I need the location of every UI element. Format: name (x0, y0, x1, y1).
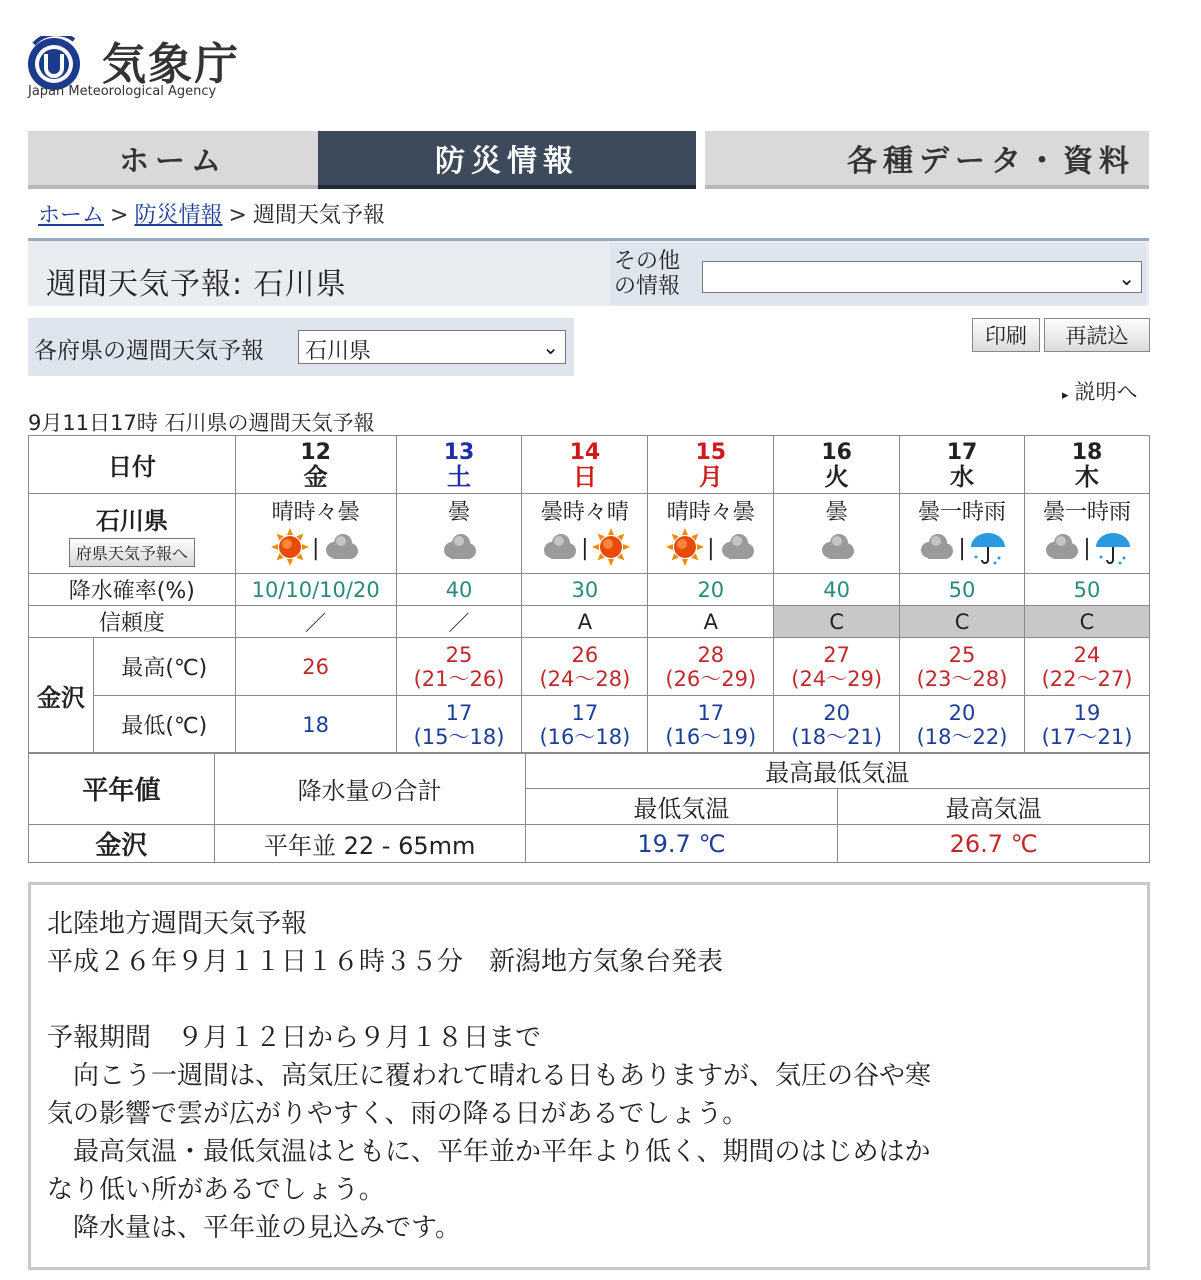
max-temp-range: (23～28) (916, 666, 1008, 691)
weather-text: 曇 (825, 499, 848, 525)
explanation-link-label: 説明へ (1074, 380, 1138, 404)
weather-text: 曇時々晴 (540, 499, 629, 525)
nav-tab-home[interactable]: ホーム (28, 131, 318, 189)
min-temp-value: 17 (571, 700, 599, 725)
day-weekday: 日 (572, 462, 597, 491)
max-temp-cell (900, 638, 1025, 696)
day-header (900, 436, 1025, 494)
max-temp-value: 25 (948, 642, 976, 667)
day-header (1025, 436, 1150, 494)
breadcrumb-current: 週間天気予報 (252, 203, 385, 228)
max-temp-cell (396, 638, 522, 696)
reliability-value: ／ (396, 606, 522, 638)
day-weekday: 土 (447, 462, 472, 491)
issued-time: 9月11日17時 石川県の週間天気予報 (28, 411, 375, 435)
pop-value: 20 (648, 574, 774, 606)
other-info-label: その他 の情報 (614, 249, 681, 299)
nav-gap (696, 131, 705, 189)
min-temp-cell (396, 696, 522, 754)
page-title: 週間天気予報: 石川県 (46, 267, 347, 302)
weather-cell (235, 494, 396, 574)
weather-cell (648, 494, 774, 574)
pop-value: 40 (396, 574, 522, 606)
temp-label: 最高最低気温 (525, 753, 1149, 789)
weather-separator: | (311, 536, 320, 561)
title-bar (28, 238, 1149, 306)
reliability-value: C (774, 606, 900, 638)
breadcrumb-separator: > (228, 203, 247, 228)
min-temp-range: (18～21) (791, 724, 883, 749)
weather-cell (900, 494, 1025, 574)
min-temp-range: (18～22) (916, 724, 1008, 749)
cloud-icon (817, 527, 857, 571)
date-row (29, 436, 1150, 494)
min-temp-range: (16～19) (665, 724, 757, 749)
min-temp-value: 20 (948, 700, 976, 725)
day-date: 18 (1071, 439, 1103, 465)
day-date: 14 (569, 439, 601, 465)
logo-subtitle: Japan Meteorological Agency (28, 84, 217, 99)
day-header (648, 436, 774, 494)
weekly-forecast-table (28, 435, 1150, 754)
max-temp-range: (22～27) (1041, 666, 1133, 691)
prefecture-selector-panel (28, 318, 574, 376)
weather-text: 晴時々曇 (666, 499, 755, 525)
min-temp-value: 20 (823, 700, 851, 725)
day-header (522, 436, 648, 494)
print-button[interactable]: 印刷 (972, 318, 1040, 352)
pop-value: 50 (1025, 574, 1150, 606)
day-date: 12 (300, 439, 331, 465)
weather-icons (648, 527, 773, 571)
reload-button[interactable]: 再読込 (1044, 318, 1150, 352)
normal-min-value: 19.7 ℃ (525, 825, 838, 863)
max-temp-range: (24～28) (539, 666, 631, 691)
reliability-value: C (1025, 606, 1150, 638)
city-name: 金沢 (29, 638, 94, 754)
breadcrumb-disaster-link[interactable]: 防災情報 (134, 203, 223, 228)
weather-separator: | (581, 536, 589, 561)
max-temp-value: 27 (823, 642, 851, 667)
min-temp-range: (15～18) (413, 724, 505, 749)
min-temp-range: (17～21) (1041, 724, 1133, 749)
normals-city: 金沢 (29, 825, 215, 863)
max-temp-value: 26 (302, 654, 330, 679)
min-temp-value: 17 (697, 700, 725, 725)
day-header (396, 436, 522, 494)
text-forecast: 北陸地方週間天気予報 平成２６年９月１１日１６時３５分 新潟地方気象台発表 予報期間 ９月１２日から９月１８日まで 向こう一週間は、高気圧に覆われて晴れる日もありますが、気圧の谷や寒 気の影響で雲が広がりやすく、雨の降る日があるでしょう。 最高気温・最低気温はともに、平年並か平年より低く、期間のはじめはか なり低い所があるでしょう。 降水量は、平年並の見込みです。 (47, 909, 932, 1243)
normals-header-row (29, 753, 1150, 789)
max-temp-label: 最高(℃) (93, 638, 235, 696)
day-weekday: 火 (824, 462, 849, 491)
chevron-down-icon: ⌄ (1118, 266, 1135, 290)
explanation-link[interactable] (1062, 376, 1138, 406)
weather-icons (236, 527, 396, 571)
cloud-icon (717, 527, 757, 571)
nav-tab-disaster-info[interactable]: 防災情報 (318, 131, 696, 189)
sun-icon (270, 527, 310, 571)
weather-text: 晴時々曇 (271, 499, 360, 525)
cloud-icon (439, 527, 479, 571)
weather-separator: | (1083, 536, 1091, 561)
area-name: 石川県 (95, 506, 168, 535)
min-temp-range: (16～18) (539, 724, 631, 749)
breadcrumb-home-link[interactable]: ホーム (38, 203, 105, 228)
max-temp-cell (522, 638, 648, 696)
max-temp-range: (24～29) (791, 666, 883, 691)
normals-table (28, 752, 1150, 863)
day-weekday: 水 (950, 462, 975, 491)
reliability-value: C (900, 606, 1025, 638)
normal-max-value: 26.7 ℃ (838, 825, 1150, 863)
max-temp-row (29, 638, 1150, 696)
min-temp-cell (1025, 696, 1150, 754)
pop-value: 10/10/10/20 (235, 574, 396, 606)
day-header (774, 436, 900, 494)
pop-value: 30 (522, 574, 648, 606)
weather-row (29, 494, 1150, 574)
max-temp-cell (1025, 638, 1150, 696)
max-temp-cell (774, 638, 900, 696)
text-forecast-box (28, 882, 1150, 1270)
cloud-icon (539, 527, 579, 571)
cloud-icon (1041, 527, 1081, 571)
reliability-value: A (522, 606, 648, 638)
precip-value: 平年並 22 - 65mm (214, 825, 525, 863)
precip-label: 降水量の合計 (214, 753, 525, 825)
prefecture-selector-label: 各府県の週間天気予報 (34, 338, 264, 364)
weather-text: 曇一時雨 (1042, 499, 1131, 525)
min-temp-cell (900, 696, 1025, 754)
main-nav (28, 131, 1149, 189)
reliability-value: A (648, 606, 774, 638)
reliability-label: 信頼度 (29, 606, 236, 638)
weather-cell (1025, 494, 1150, 574)
day-header (235, 436, 396, 494)
weather-separator: | (958, 536, 966, 561)
weather-cell (522, 494, 648, 574)
weather-text: 曇 (448, 499, 471, 525)
pop-row (29, 574, 1150, 606)
other-info-panel (610, 243, 1146, 305)
weather-icons (522, 527, 647, 571)
chevron-down-icon: ⌄ (542, 335, 559, 359)
reliability-row (29, 606, 1150, 638)
max-temp-value: 28 (697, 642, 725, 667)
day-date: 17 (946, 439, 978, 465)
weather-text: 曇一時雨 (918, 499, 1007, 525)
weather-icons (774, 527, 899, 571)
prefecture-forecast-button[interactable]: 府県天気予報へ (69, 538, 195, 567)
weather-icons (397, 527, 522, 571)
prefecture-select[interactable] (298, 330, 566, 364)
other-info-select[interactable] (702, 261, 1142, 293)
day-weekday: 金 (303, 462, 328, 491)
reliability-value: ／ (235, 606, 396, 638)
min-temp-cell (774, 696, 900, 754)
min-temp-cell (235, 696, 396, 754)
prefecture-select-value: 石川県 (305, 339, 372, 364)
max-temp-range: (26～29) (665, 666, 757, 691)
sun-icon (665, 527, 705, 571)
day-date: 13 (443, 439, 475, 465)
min-temp-value: 18 (302, 712, 330, 737)
logo-name: 気象庁 (102, 39, 240, 90)
nav-tab-data[interactable]: 各種データ・資料 (705, 131, 1149, 189)
min-temp-value: 19 (1073, 700, 1101, 725)
min-temp-label: 最低(℃) (93, 696, 235, 754)
normals-value-row (29, 825, 1150, 863)
max-temp-cell (648, 638, 774, 696)
weather-cell (396, 494, 522, 574)
day-date: 16 (821, 439, 852, 465)
pop-value: 50 (900, 574, 1025, 606)
sun-icon (591, 527, 631, 571)
min-temp-cell (522, 696, 648, 754)
breadcrumb (38, 198, 385, 229)
umbrella-icon (1093, 527, 1133, 571)
date-header: 日付 (29, 436, 236, 494)
normals-label: 平年値 (29, 753, 215, 825)
day-weekday: 月 (698, 462, 723, 491)
max-temp-value: 26 (571, 642, 599, 667)
cloud-icon (916, 527, 956, 571)
cloud-icon (321, 527, 361, 571)
pop-value: 40 (774, 574, 900, 606)
max-temp-range: (21～26) (413, 666, 505, 691)
triangle-right-icon: ▸ (1062, 388, 1069, 403)
weather-icons (1025, 527, 1149, 571)
umbrella-icon (968, 527, 1008, 571)
weather-separator: | (707, 536, 715, 561)
weather-icons (900, 527, 1024, 571)
day-date: 15 (695, 439, 727, 465)
normal-min-label: 最低気温 (525, 789, 838, 825)
pop-label: 降水確率(%) (29, 574, 236, 606)
max-temp-cell (235, 638, 396, 696)
normal-max-label: 最高気温 (838, 789, 1150, 825)
max-temp-value: 24 (1073, 642, 1101, 667)
area-cell (29, 494, 236, 574)
min-temp-row (29, 696, 1150, 754)
day-weekday: 木 (1075, 462, 1099, 491)
max-temp-value: 25 (445, 642, 473, 667)
weather-cell (774, 494, 900, 574)
min-temp-cell (648, 696, 774, 754)
min-temp-value: 17 (445, 700, 473, 725)
breadcrumb-separator: > (110, 203, 129, 228)
jma-logo[interactable] (26, 14, 266, 104)
